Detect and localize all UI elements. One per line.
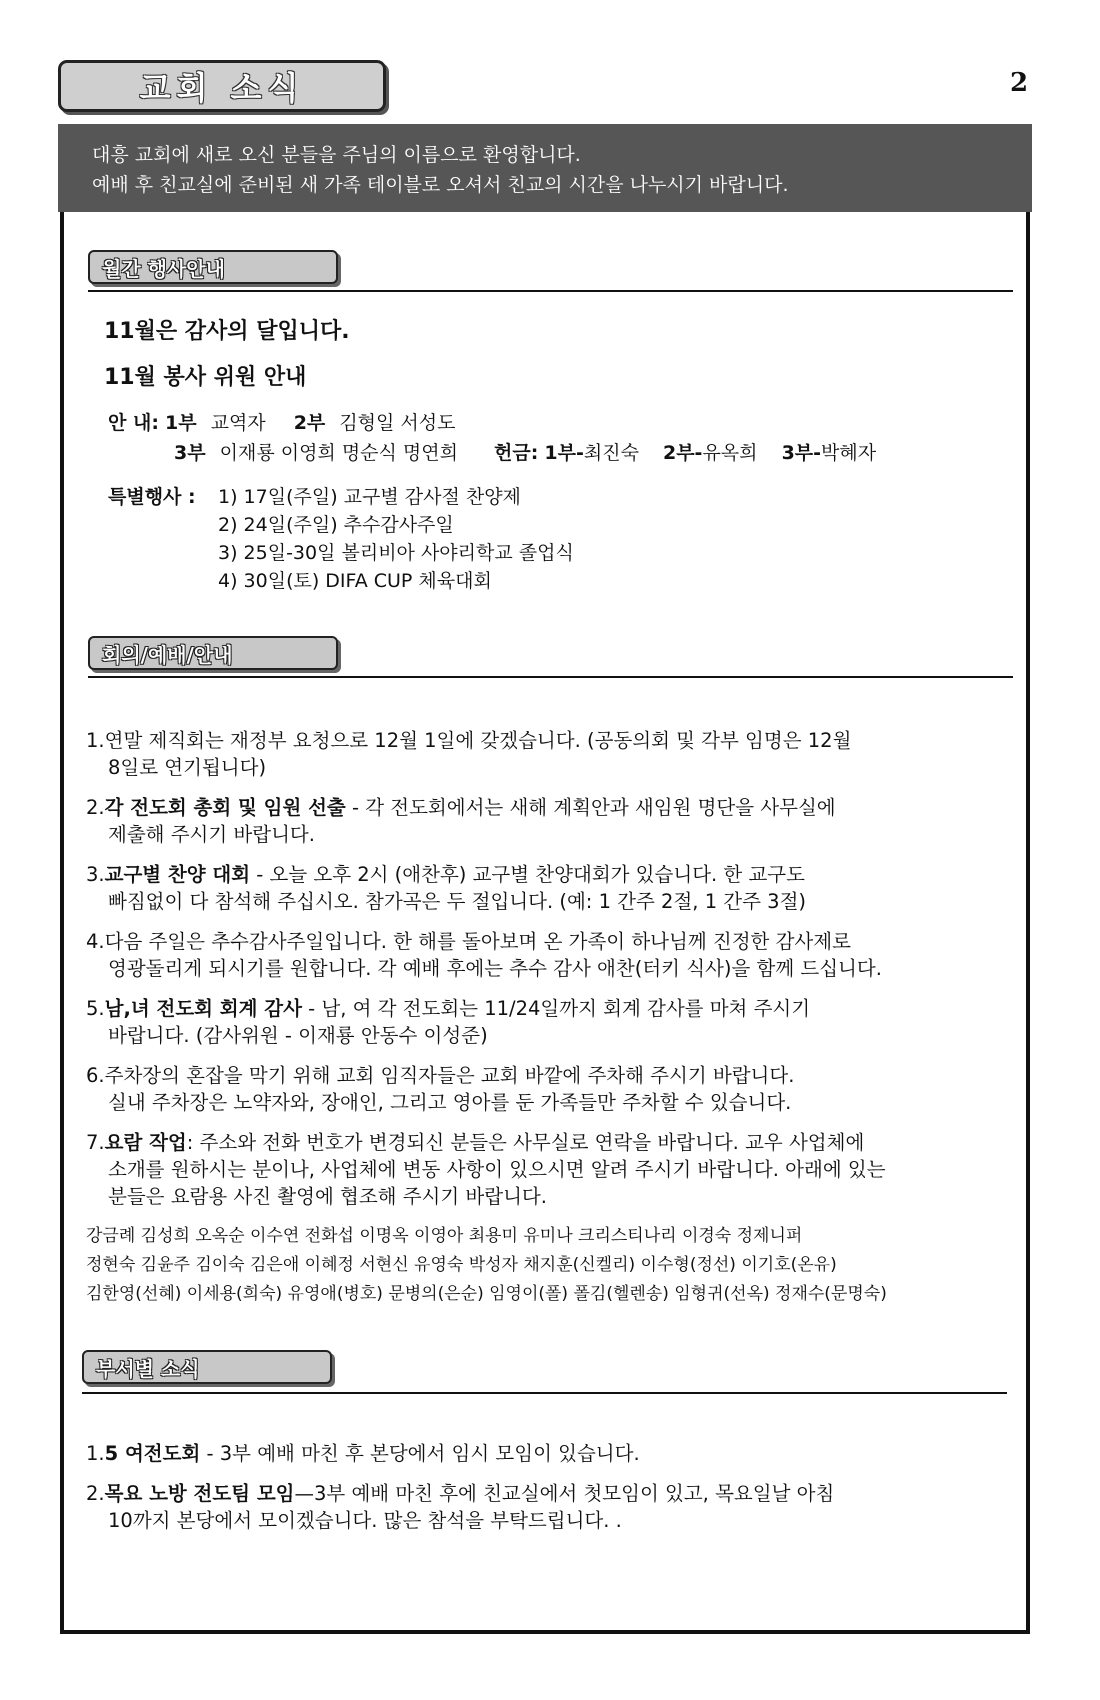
section-heading-departments: 부서별 소식 bbox=[82, 1350, 332, 1384]
names-line-3: 김한영(선혜) 이세용(희숙) 유영애(병호) 문병의(은순) 임영이(폴) 폴김(헬렌송) 임형귀(선옥) 정재수(문명숙) bbox=[86, 1284, 887, 1304]
meeting-item-4 bbox=[86, 928, 1031, 982]
guide-line-2 bbox=[174, 440, 876, 467]
item-text: 연말 제직회는 재정부 요청으로 12월 1일에 갖겠습니다. (공동의회 및 각부 임명은 12월 bbox=[104, 729, 852, 752]
offering1-name: 최진숙 bbox=[583, 442, 639, 464]
item-text: 주차장의 혼잡을 막기 위해 교회 임직자들은 교회 바깥에 주차해 주시기 바랍니다. bbox=[104, 1064, 795, 1087]
item-number: 7. bbox=[86, 1131, 105, 1154]
welcome-banner bbox=[58, 124, 1032, 212]
section-heading-monthly: 월간 행사안내 bbox=[88, 250, 338, 284]
section-heading-meetings: 회의/예배/안내 bbox=[88, 636, 338, 670]
offering1-label: 1부- bbox=[544, 442, 584, 464]
item-text-continued: 소개를 원하시는 분이나, 사업체에 변동 사항이 있으시면 알려 주시기 바랍니다. 아래에 있는 bbox=[108, 1158, 886, 1181]
special-event-1: 1) 17일(주일) 교구별 감사절 찬양제 bbox=[218, 486, 521, 508]
welcome-line-1: 대흥 교회에 새로 오신 분들을 주님의 이름으로 환영합니다. bbox=[92, 144, 581, 166]
item-title: 남,녀 전도회 회계 감사 bbox=[104, 997, 302, 1020]
welcome-line-2: 예배 후 친교실에 준비된 새 가족 테이블로 오셔서 친교의 시간을 나누시기 바랍니다. bbox=[92, 174, 789, 196]
department-item-1 bbox=[86, 1440, 1031, 1467]
item-text-continued: 제출해 주시기 바랍니다. bbox=[108, 823, 315, 846]
part3-label: 3부 bbox=[174, 442, 206, 464]
offering2-name: 유옥희 bbox=[702, 442, 758, 464]
item-number: 4. bbox=[86, 930, 105, 953]
item-text-continued: 바랍니다. (감사위원 - 이재룡 안동수 이성준) bbox=[108, 1024, 488, 1047]
item-number: 2. bbox=[86, 796, 105, 819]
item-text-continued: 10까지 본당에서 모이겠습니다. 많은 참석을 부탁드립니다. . bbox=[108, 1509, 622, 1532]
item-title: 요람 작업 bbox=[104, 1131, 187, 1154]
item-text: - 각 전도회에서는 새해 계획안과 새임원 명단을 사무실에 bbox=[345, 796, 836, 819]
part3-names: 이재룡 이영희 명순식 명연희 bbox=[219, 442, 458, 464]
item-text: 다음 주일은 추수감사주일입니다. 한 해를 돌아보며 온 가족이 하나님께 진정한 감사제로 bbox=[104, 930, 851, 953]
section-rule bbox=[88, 676, 1013, 678]
item-number: 1. bbox=[86, 729, 105, 752]
item-text: - 3부 예배 마친 후 본당에서 임시 모임이 있습니다. bbox=[200, 1442, 640, 1465]
section-rule bbox=[88, 290, 1013, 292]
meeting-item-1 bbox=[86, 727, 1031, 781]
meeting-item-7 bbox=[86, 1129, 1031, 1210]
item-number: 1. bbox=[86, 1442, 105, 1465]
meeting-item-3 bbox=[86, 861, 1031, 915]
item-number: 6. bbox=[86, 1064, 105, 1087]
names-line-1: 강금례 김성희 오옥순 이수연 전화섭 이명옥 이영아 최용미 유미나 크리스티나리 이경숙 정제니퍼 bbox=[86, 1226, 803, 1246]
special-event-3: 3) 25일-30일 볼리비아 사야리학교 졸업식 bbox=[218, 542, 574, 564]
guide-label: 안 내: bbox=[108, 412, 159, 434]
offering3-name: 박혜자 bbox=[821, 442, 877, 464]
item-text-continued: 실내 주차장은 노약자와, 장애인, 그리고 영아를 둔 가족들만 주차할 수 있습니다. bbox=[108, 1091, 792, 1114]
item-number: 2. bbox=[86, 1482, 105, 1505]
offering2-label: 2부- bbox=[662, 442, 703, 464]
item-text-continued: 영광돌리게 되시기를 원합니다. 각 예배 후에는 추수 감사 애찬(터키 식사)을 함께 드십니다. bbox=[108, 957, 882, 980]
item-number: 5. bbox=[86, 997, 105, 1020]
thanks-month-text: 11월은 감사의 달입니다. bbox=[104, 319, 350, 344]
item-title: 5 여전도회 bbox=[104, 1442, 201, 1465]
department-item-2 bbox=[86, 1480, 1031, 1534]
item-number: 3. bbox=[86, 863, 105, 886]
item-text-continued: 8일로 연기됩니다) bbox=[108, 756, 267, 779]
item-text: - 남, 여 각 전도회는 11/24일까지 회계 감사를 마쳐 주시기 bbox=[301, 997, 811, 1020]
part2-names: 김형일 서성도 bbox=[339, 412, 456, 434]
part1-names: 교역자 bbox=[210, 412, 266, 434]
item-text-continued: 빠짐없이 다 참석해 주십시오. 참가곡은 두 절입니다. (예: 1 간주 2절, 1 간주 3절) bbox=[108, 890, 807, 913]
part1-label: 1부 bbox=[164, 412, 197, 434]
meeting-item-2 bbox=[86, 794, 1031, 848]
item-title: 각 전도회 총회 및 임원 선출 bbox=[104, 796, 346, 819]
special-events-label: 특별행사 : bbox=[108, 486, 196, 508]
offering-label: 헌금: bbox=[494, 442, 539, 464]
meeting-item-5 bbox=[86, 995, 1031, 1049]
item-title: 목요 노방 전도팀 모임 bbox=[104, 1482, 295, 1505]
meeting-item-6 bbox=[86, 1062, 1031, 1116]
item-title: 교구별 찬양 대회 bbox=[104, 863, 251, 886]
guide-line-1 bbox=[108, 410, 456, 437]
offering3-label: 3부- bbox=[781, 442, 822, 464]
names-line-2: 정현숙 김윤주 김이숙 김은애 이혜정 서현신 유영숙 박성자 채지훈(신켈리) 이수형(정선) 이기호(온유) bbox=[86, 1255, 837, 1275]
item-text-continued: 분들은 요람용 사진 촬영에 협조해 주시기 바랍니다. bbox=[108, 1185, 547, 1208]
volunteers-title: 11월 봉사 위원 안내 bbox=[104, 365, 307, 390]
item-text: - 오늘 오후 2시 (애찬후) 교구별 찬양대회가 있습니다. 한 교구도 bbox=[250, 863, 805, 886]
special-event-4: 4) 30일(토) DIFA CUP 체육대회 bbox=[218, 570, 492, 592]
section-rule bbox=[82, 1392, 1007, 1394]
page-title: 교회 소식 bbox=[58, 60, 386, 112]
item-text: : 주소와 전화 번호가 변경되신 분들은 사무실로 연락을 바랍니다. 교우 사업체에 bbox=[186, 1131, 865, 1154]
page-number: 2 bbox=[1010, 68, 1029, 98]
item-text: —3부 예배 마친 후에 친교실에서 첫모임이 있고, 목요일날 아침 bbox=[294, 1482, 835, 1505]
part2-label: 2부 bbox=[293, 412, 326, 434]
special-event-2: 2) 24일(주일) 추수감사주일 bbox=[218, 514, 454, 536]
